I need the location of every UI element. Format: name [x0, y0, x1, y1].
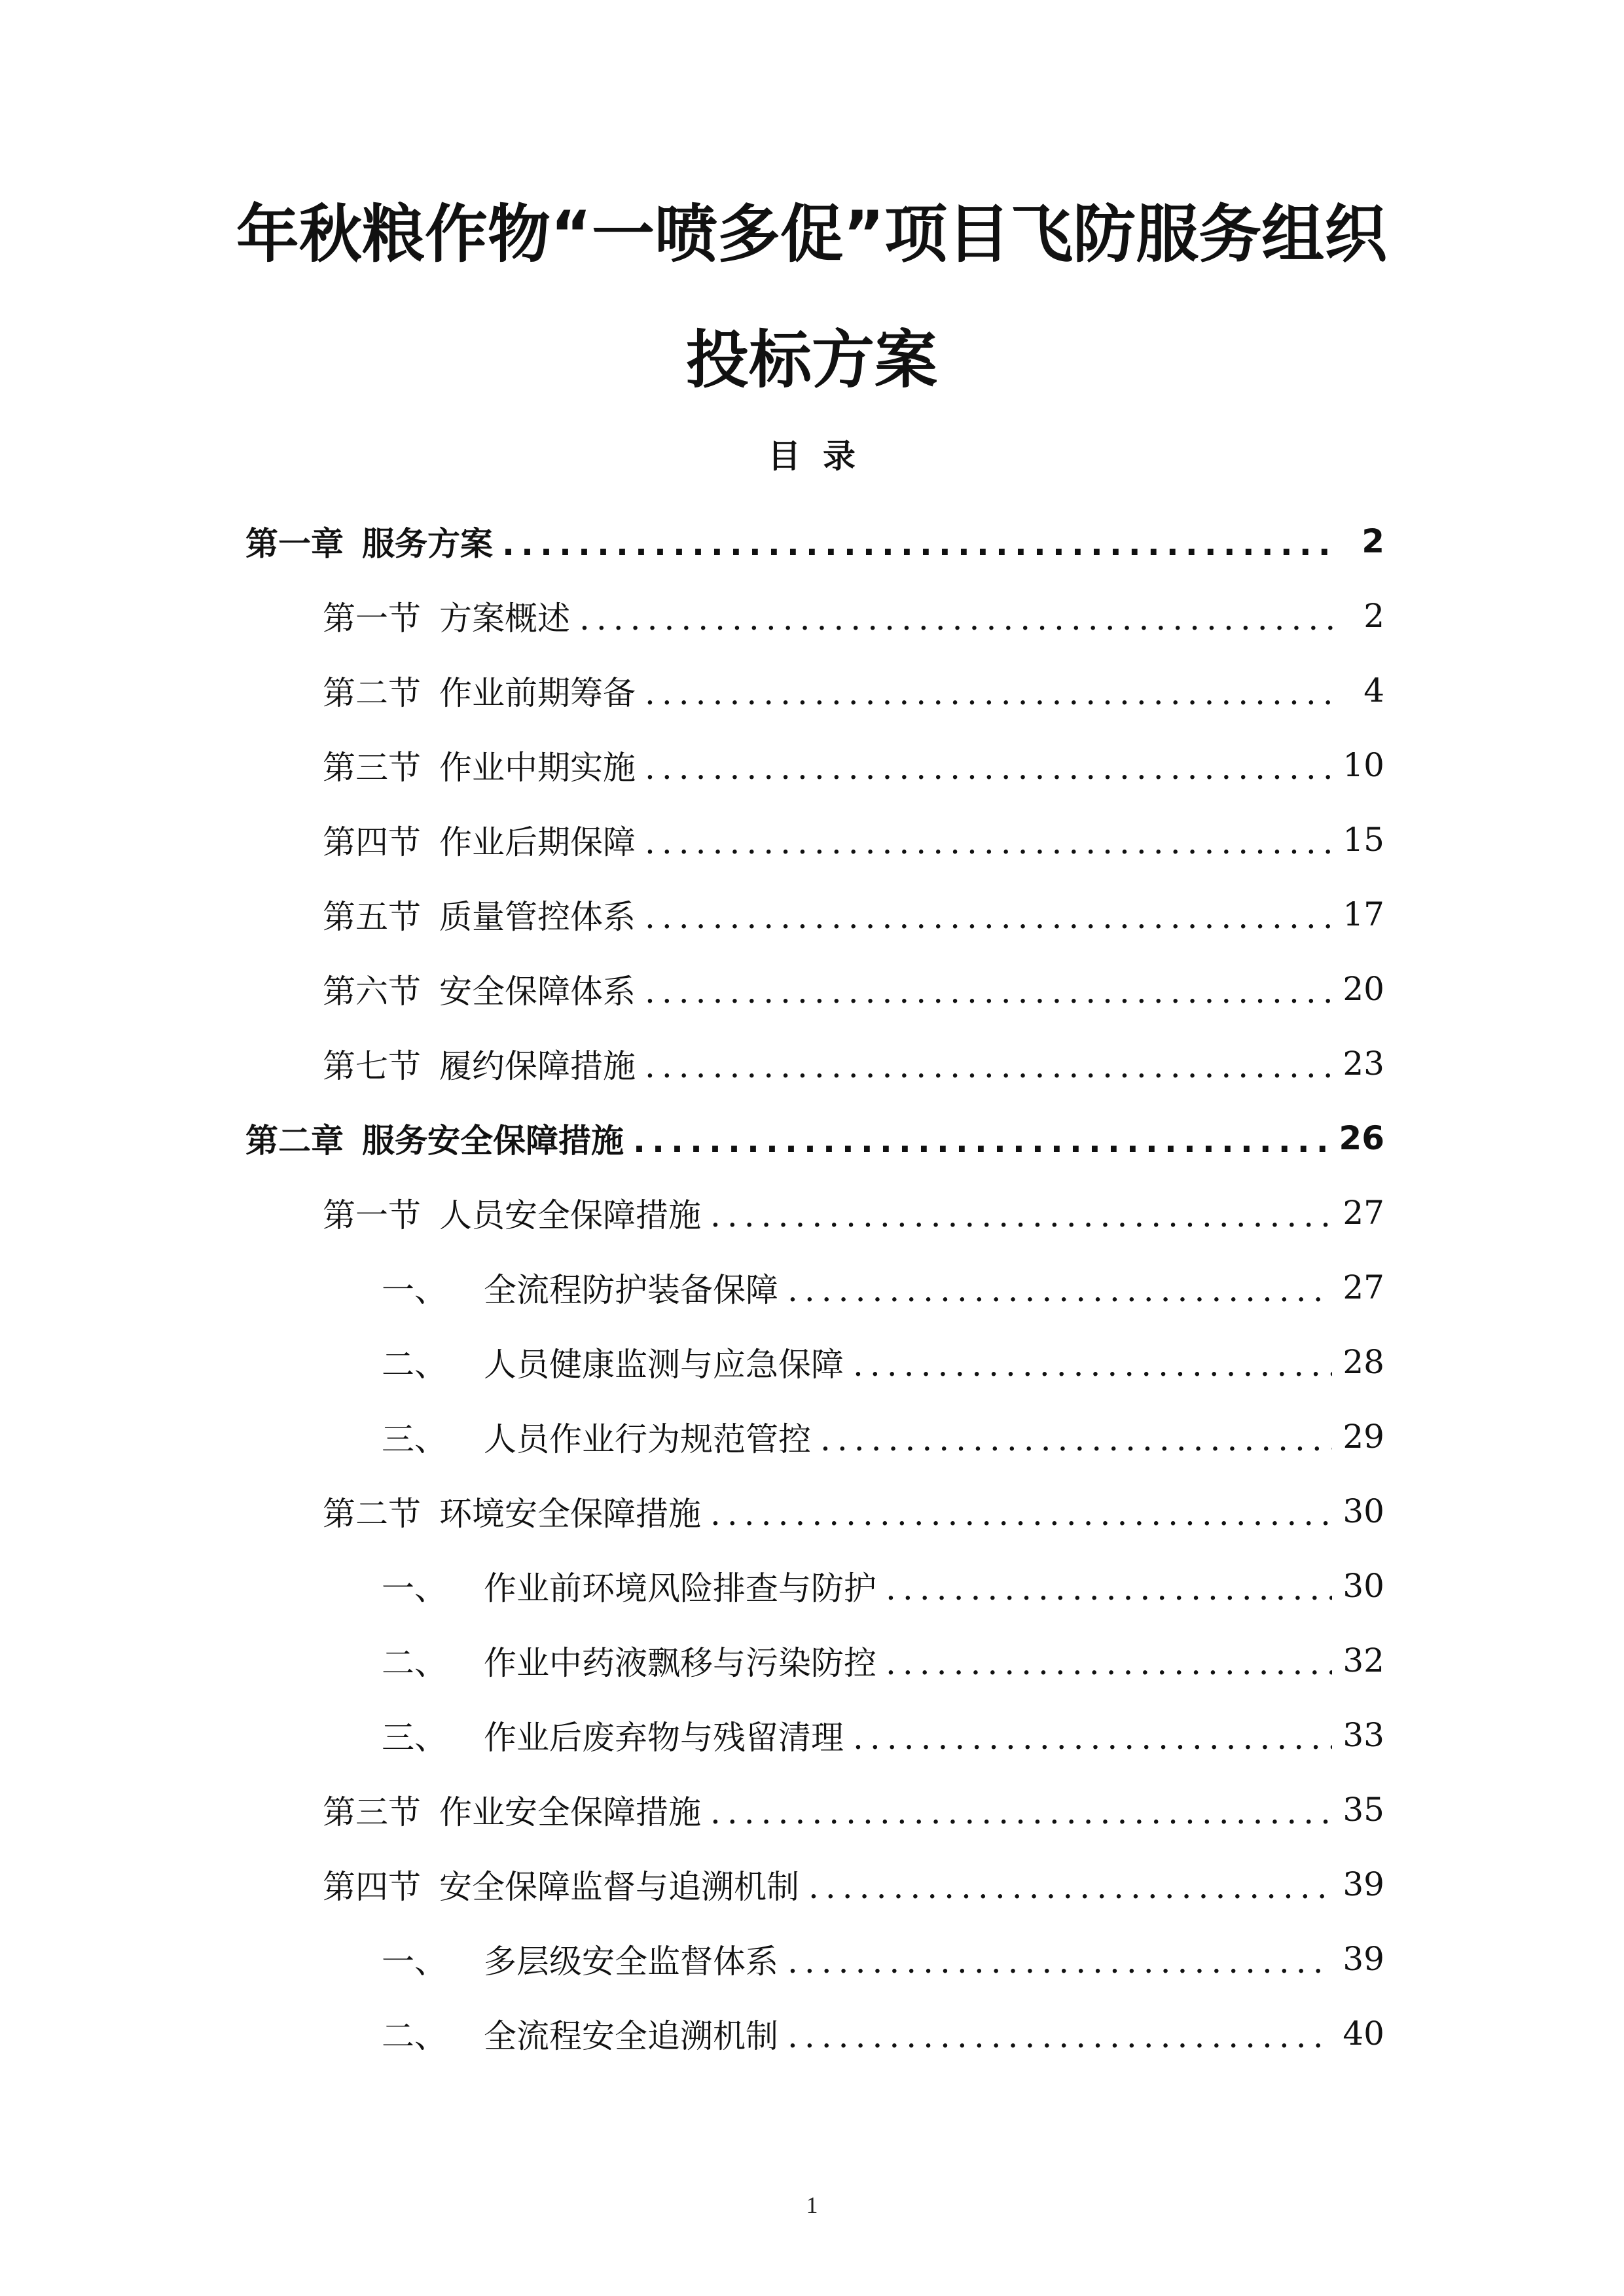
toc-entry-number: 第一节	[323, 1196, 421, 1234]
toc-entry-number: 第六节	[323, 973, 421, 1011]
toc-entry-page: 27	[1343, 1268, 1384, 1306]
toc-entry[interactable]	[245, 1996, 1384, 2071]
toc-entry-page: 35	[1343, 1791, 1384, 1829]
toc-entry[interactable]	[245, 1325, 1384, 1399]
toc-entry-title: 作业前期筹备	[439, 674, 636, 712]
toc-entry-title: 服务方案	[362, 525, 493, 563]
toc-entry[interactable]	[245, 877, 1384, 952]
toc-entry-title: 作业后废弃物与残留清理	[484, 1719, 844, 1757]
toc-dot-leader	[710, 1199, 1332, 1232]
document-title-line-2: 投标方案	[686, 323, 937, 397]
toc-dot-leader	[853, 1348, 1332, 1381]
toc-entry-title: 环境安全保障措施	[439, 1495, 701, 1533]
toc-dot-leader	[633, 1124, 1328, 1157]
toc-dot-leader	[787, 1945, 1332, 1978]
toc-dot-leader	[820, 1423, 1332, 1456]
toc-entry-page: 17	[1343, 895, 1384, 933]
toc-entry-number: 三、	[382, 1719, 447, 1757]
toc-entry-number: 第一节	[323, 600, 421, 637]
toc-entry-number: 第四节	[323, 823, 421, 861]
toc-entry[interactable]	[245, 1101, 1384, 1175]
toc-entry-page: 39	[1343, 1940, 1384, 1978]
toc-entry-number: 第二节	[323, 674, 421, 712]
toc-dot-leader	[787, 1274, 1332, 1306]
toc-dot-leader	[645, 1050, 1332, 1083]
toc-entry-title: 多层级安全监督体系	[484, 1943, 778, 1981]
toc-dot-leader	[853, 1721, 1332, 1754]
toc-entry-page: 40	[1343, 2015, 1384, 2053]
toc-entry-title: 人员健康监测与应急保障	[484, 1346, 844, 1384]
toc-entry-page: 39	[1343, 1865, 1384, 1903]
toc-entry-page: 10	[1343, 746, 1384, 784]
toc-entry[interactable]	[245, 1250, 1384, 1325]
toc-entry[interactable]	[245, 1623, 1384, 1698]
toc-entry-number: 第七节	[323, 1047, 421, 1085]
toc-entry[interactable]	[245, 504, 1384, 579]
toc-dot-leader	[645, 826, 1332, 859]
toc-entry-title: 服务安全保障措施	[362, 1122, 624, 1160]
toc-dot-leader	[645, 901, 1332, 933]
toc-dot-leader	[579, 602, 1335, 635]
toc-entry-title: 安全保障体系	[439, 973, 636, 1011]
toc-entry-number: 第三节	[323, 749, 421, 787]
toc-entry-page: 33	[1343, 1716, 1384, 1754]
toc-dot-leader	[710, 1796, 1332, 1829]
toc-entry[interactable]	[245, 579, 1384, 653]
toc-entry-number: 三、	[382, 1420, 447, 1458]
toc-entry-title: 人员作业行为规范管控	[484, 1420, 811, 1458]
toc-entry-number: 第二节	[323, 1495, 421, 1533]
toc-entry-number: 第五节	[323, 898, 421, 936]
toc-entry[interactable]	[245, 1922, 1384, 1996]
toc-entry-page: 29	[1343, 1418, 1384, 1456]
toc-entry[interactable]	[245, 1399, 1384, 1474]
toc-entry-number: 二、	[382, 2017, 447, 2055]
toc-entry-number: 一、	[382, 1570, 447, 1607]
toc-entry-number: 第三节	[323, 1793, 421, 1831]
toc-entry-page: 23	[1343, 1045, 1384, 1083]
toc-entry-title: 作业安全保障措施	[439, 1793, 701, 1831]
toc-entry-title: 作业前环境风险排查与防护	[484, 1570, 876, 1607]
toc-dot-leader	[645, 677, 1335, 709]
toc-entry-page: 4	[1363, 672, 1384, 709]
toc-entry-title: 履约保障措施	[439, 1047, 636, 1085]
toc-entry[interactable]	[245, 1772, 1384, 1847]
toc-entry-title: 方案概述	[439, 600, 570, 637]
toc-dot-leader	[502, 528, 1335, 560]
toc-entry-page: 26	[1339, 1119, 1384, 1157]
toc-entry-title: 作业后期保障	[439, 823, 636, 861]
toc-entry-number: 第一章	[245, 525, 344, 563]
toc-dot-leader	[645, 975, 1332, 1008]
toc-entry-title: 全流程防护装备保障	[484, 1271, 778, 1309]
document-title-line-1: 年秋粮作物“一喷多促”项目飞防服务组织	[236, 198, 1388, 271]
toc-entry-page: 30	[1343, 1492, 1384, 1530]
toc-entry[interactable]	[245, 1549, 1384, 1623]
toc-entry-page: 28	[1343, 1343, 1384, 1381]
toc-dot-leader	[787, 2020, 1332, 2053]
toc-entry-page: 2	[1363, 597, 1384, 635]
toc-entry-title: 人员安全保障措施	[439, 1196, 701, 1234]
toc-entry-title: 质量管控体系	[439, 898, 636, 936]
toc-entry[interactable]	[245, 1698, 1384, 1772]
toc-entry-number: 一、	[382, 1943, 447, 1981]
toc-heading: 目录	[768, 437, 878, 475]
toc-entry-page: 27	[1343, 1194, 1384, 1232]
table-of-contents	[245, 504, 1384, 2071]
toc-entry[interactable]	[245, 1175, 1384, 1250]
toc-entry[interactable]	[245, 1026, 1384, 1101]
toc-entry-number: 一、	[382, 1271, 447, 1309]
toc-dot-leader	[886, 1647, 1332, 1679]
toc-entry-page: 15	[1343, 821, 1384, 859]
toc-entry-number: 第二章	[245, 1122, 344, 1160]
toc-entry-number: 第四节	[323, 1868, 421, 1906]
toc-entry-title: 作业中药液飘移与污染防控	[484, 1644, 876, 1682]
toc-entry[interactable]	[245, 1847, 1384, 1922]
toc-dot-leader	[808, 1871, 1332, 1903]
toc-entry-title: 安全保障监督与追溯机制	[439, 1868, 799, 1906]
toc-entry-page: 32	[1343, 1641, 1384, 1679]
toc-entry[interactable]	[245, 1474, 1384, 1549]
toc-entry-number: 二、	[382, 1346, 447, 1384]
toc-entry-title: 作业中期实施	[439, 749, 636, 787]
toc-entry[interactable]	[245, 952, 1384, 1026]
page-number: 1	[806, 2192, 818, 2218]
toc-entry-title: 全流程安全追溯机制	[484, 2017, 778, 2055]
toc-entry-number: 二、	[382, 1644, 447, 1682]
toc-dot-leader	[710, 1498, 1332, 1530]
toc-entry-page: 30	[1343, 1567, 1384, 1605]
toc-entry[interactable]	[245, 653, 1384, 728]
toc-entry-page: 20	[1343, 970, 1384, 1008]
toc-dot-leader	[645, 751, 1332, 784]
toc-entry-page: 2	[1362, 522, 1384, 560]
toc-dot-leader	[886, 1572, 1332, 1605]
toc-entry[interactable]	[245, 728, 1384, 802]
toc-entry[interactable]	[245, 802, 1384, 877]
